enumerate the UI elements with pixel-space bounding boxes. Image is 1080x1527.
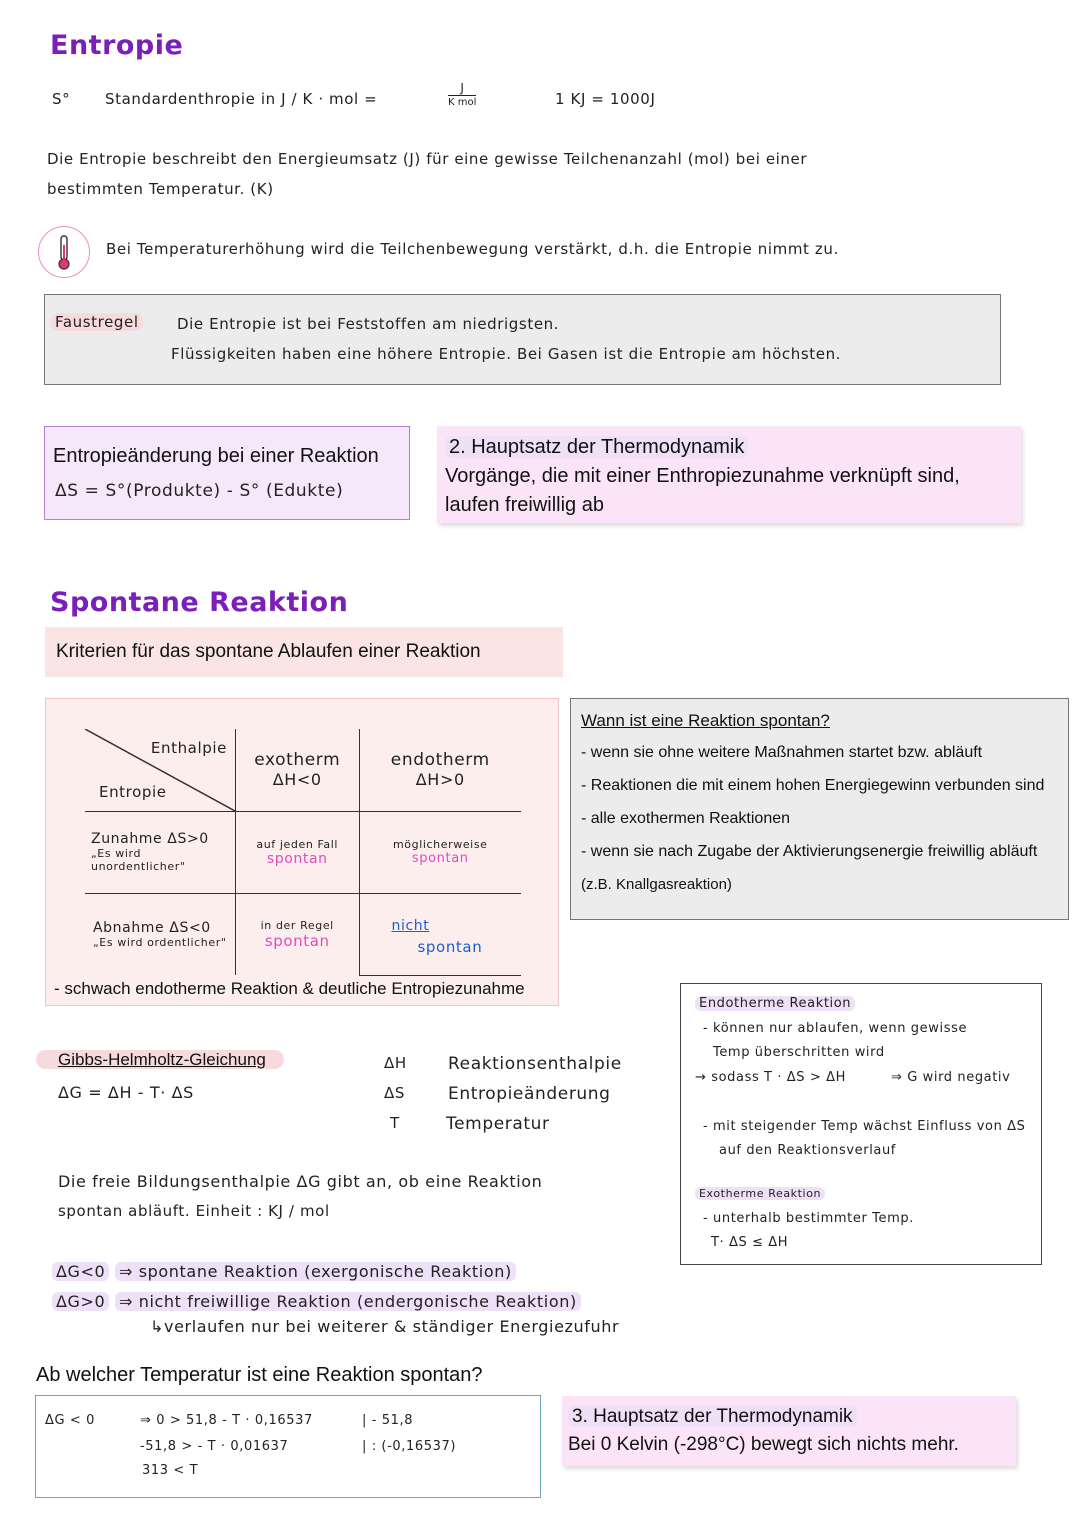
endo-exo-box	[680, 983, 1042, 1265]
unit-fraction	[448, 82, 476, 109]
wann-spontan-box	[570, 698, 1069, 920]
c21-pre: in der Regel	[260, 918, 334, 932]
faustregel-line2: Flüssigkeiten haben eine höhere Entropie. Bei Gasen ist die Entropie am höchsten.	[171, 345, 842, 363]
third-law-title: 3. Hauptsatz der Thermodynamik	[568, 1406, 857, 1428]
calc-l2b: | : (-0,16537)	[362, 1439, 457, 1454]
gibbs-title: Gibbs-Helmholtz-Gleichung	[36, 1050, 284, 1070]
legend-desc-2: Entropieänderung	[448, 1084, 611, 1104]
row-abnahme	[85, 893, 235, 975]
wann-title: Wann ist eine Reaktion spontan?	[581, 711, 830, 730]
exo-title: Exotherme Reaktion	[695, 1187, 825, 1200]
col1-name: exotherm	[254, 750, 341, 771]
entropy-change-title: Entropieänderung bei einer Reaktion	[53, 445, 379, 467]
free-enthalpy-line1: Die freie Bildungsenthalpie ΔG gibt an, ob eine Reaktion	[58, 1172, 543, 1191]
matrix-box	[45, 698, 559, 1006]
faustregel-box	[44, 294, 1001, 385]
col2-name: endotherm	[390, 750, 490, 771]
entropy-change-box	[44, 426, 410, 520]
wann-item-3: - alle exothermen Reaktionen	[581, 810, 791, 827]
endo-line3: → sodass T · ΔS > ΔH	[695, 1070, 846, 1085]
col2-cond: ΔH>0	[415, 770, 465, 790]
second-law-box	[437, 426, 1021, 523]
entropie-symbol: S°	[52, 90, 71, 108]
faustregel-label: Faustregel	[51, 313, 143, 331]
col-endotherm	[359, 729, 521, 811]
c22-res: spontan	[417, 937, 483, 956]
wann-item-4: - wenn sie nach Zugabe der Aktivierungsenergie freiwillig abläuft	[581, 843, 1038, 860]
fraction-denominator: K mol	[448, 97, 477, 108]
wann-item-2: - Reaktionen die mit einem hohen Energiegewinn verbunden sind	[581, 777, 1045, 794]
dg-positive-sub: ↳verlaufen nur bei weiterer & ständiger Energiezufuhr	[150, 1317, 620, 1336]
calc-l1a: ΔG < 0	[45, 1413, 95, 1428]
cell-exo-zunahme	[235, 811, 359, 893]
row1-name: Zunahme ΔS>0	[91, 831, 209, 847]
calc-l3: 313 < T	[142, 1463, 199, 1478]
third-law-box	[562, 1396, 1016, 1466]
row2-note: „Es wird ordentlicher"	[93, 935, 227, 949]
c22-pre: nicht	[391, 917, 430, 934]
endo-title: Endotherme Reaktion	[695, 996, 855, 1011]
free-enthalpy-line2: spontan abläuft. Einheit : KJ / mol	[58, 1202, 330, 1220]
row-zunahme	[85, 811, 235, 893]
c12-pre: möglicherweise	[392, 838, 488, 851]
calc-l1b: ⇒ 0 > 51,8 - T · 0,16537	[140, 1413, 313, 1428]
col-exotherm	[235, 729, 359, 811]
row2-name: Abnahme ΔS<0	[93, 919, 211, 936]
exo-line1: - unterhalb bestimmter Temp.	[703, 1211, 914, 1226]
endo-line4: - mit steigender Temp wächst Einfluss von ΔS	[703, 1119, 1026, 1134]
cell-endo-zunahme	[359, 811, 521, 893]
calc-l2a: -51,8 > - T · 0,01637	[140, 1439, 289, 1454]
temp-question-title: Ab welcher Temperatur ist eine Reaktion spontan?	[36, 1364, 483, 1386]
fraction-numerator: J	[448, 82, 476, 96]
dg-negative: ΔG<0 ⇒ spontane Reaktion (exergonische Reaktion)	[52, 1262, 516, 1281]
corner-entropie: Entropie	[99, 782, 167, 801]
second-law-line1: Vorgänge, die mit einer Enthropiezunahme verknüpft sind,	[445, 465, 960, 487]
endo-line5: auf den Reaktionsverlauf	[719, 1143, 896, 1158]
matrix-corner	[85, 729, 235, 811]
faustregel-line1: Die Entropie ist bei Feststoffen am niedrigsten.	[177, 315, 560, 333]
dg-positive: ΔG>0 ⇒ nicht freiwillige Reaktion (endergonische Reaktion)	[52, 1292, 581, 1311]
wann-example: (z.B. Knallgasreaktion)	[581, 876, 732, 893]
row1-note: „Es wird unordentlicher"	[91, 847, 186, 873]
unit-conversion: 1 KJ = 1000J	[555, 90, 656, 108]
second-law-line2: laufen freiwillig ab	[445, 494, 604, 516]
second-law-title: 2. Hauptsatz der Thermodynamik	[445, 436, 748, 459]
temperature-note: Bei Temperaturerhöhung wird die Teilchenbewegung verstärkt, d.h. die Entropie nimmt zu.	[106, 240, 839, 258]
legend-sym-2: ΔS	[384, 1084, 405, 1102]
legend-desc-1: Reaktionsenthalpie	[448, 1054, 622, 1074]
spontan-matrix	[85, 729, 521, 976]
col1-cond: ΔH<0	[272, 770, 322, 790]
legend-desc-3: Temperatur	[446, 1114, 550, 1134]
endo-line2: Temp überschritten wird	[713, 1045, 885, 1060]
c21-res: spontan	[264, 931, 330, 950]
c11-res: spontan	[266, 850, 328, 867]
thermometer-icon	[38, 226, 90, 278]
entropy-change-formula: ΔS = S°(Produkte) - S° (Edukte)	[55, 481, 344, 501]
endo-line3b: ⇒ G wird negativ	[891, 1070, 1011, 1085]
entropie-title: Entropie	[50, 30, 184, 61]
c11-pre: auf jeden Fall	[256, 837, 339, 851]
entropie-description-line2: bestimmten Temperatur. (K)	[47, 180, 274, 198]
corner-enthalpie: Enthalpie	[150, 739, 227, 757]
cell-endo-abnahme	[359, 893, 521, 975]
endo-line1: - können nur ablaufen, wenn gewisse	[703, 1021, 968, 1036]
exo-line2: T· ΔS ≤ ΔH	[711, 1235, 789, 1250]
gibbs-formula: ΔG = ΔH - T· ΔS	[58, 1083, 194, 1102]
spontan-title: Spontane Reaktion	[50, 587, 349, 618]
criteria-box	[45, 627, 563, 677]
entropie-description-line1: Die Entropie beschreibt den Energieumsatz (J) für eine gewisse Teilchenanzahl (mol) bei einer	[47, 150, 808, 168]
entropie-unit-label: Standardenthropie in J / K · mol =	[105, 90, 378, 108]
wann-item-1: - wenn sie ohne weitere Maßnahmen startet bzw. abläuft	[581, 744, 983, 761]
c12-res: spontan	[411, 851, 469, 866]
calc-l1c: | - 51,8	[362, 1413, 414, 1428]
legend-sym-1: ΔH	[384, 1054, 407, 1072]
third-law-line1: Bei 0 Kelvin (-298°C) bewegt sich nichts mehr.	[568, 1434, 959, 1455]
criteria-text: Kriterien für das spontane Ablaufen einer Reaktion	[56, 641, 481, 662]
legend-sym-3: T	[390, 1114, 400, 1132]
temp-calc-box	[35, 1395, 541, 1498]
matrix-footnote: - schwach endotherme Reaktion & deutliche Entropiezunahme	[54, 979, 525, 998]
cell-exo-abnahme	[235, 893, 359, 975]
